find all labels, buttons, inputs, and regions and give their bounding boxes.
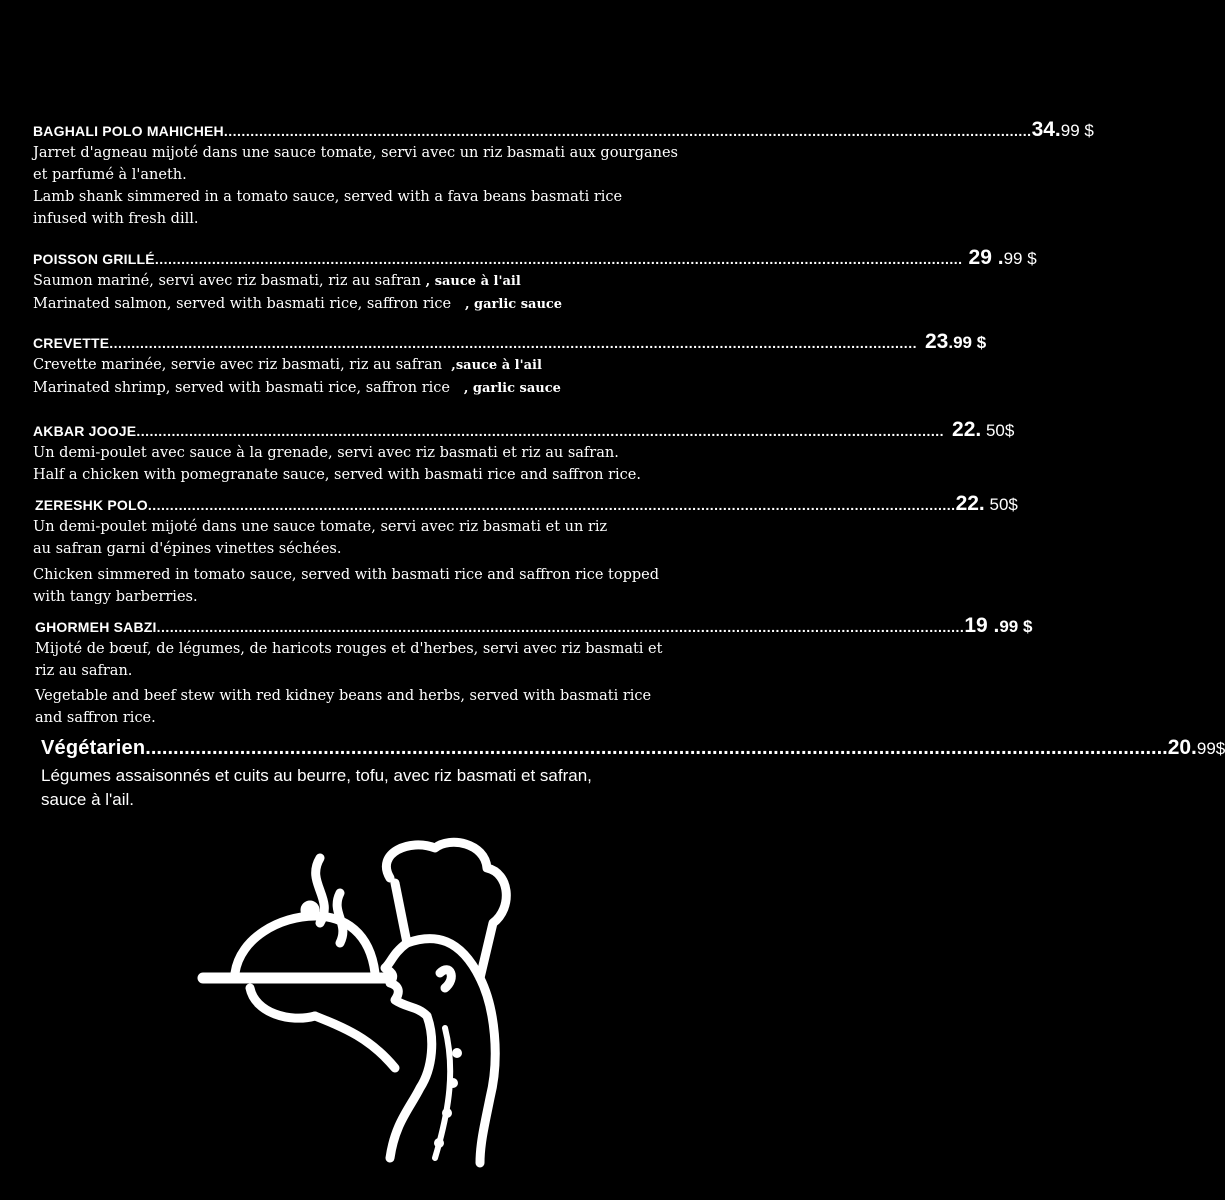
menu-item-description [33, 354, 703, 400]
dot-leader: ........................................................................................................................................................................................ [109, 335, 917, 351]
dot-leader: ........................................................................................................................................................................................ [147, 497, 956, 513]
desc-english-cont: and saffron rice. [35, 710, 156, 726]
menu-item-crevette [33, 330, 987, 400]
price-integer: 23 [924, 330, 949, 353]
desc-english: Marinated salmon, served with basmati rice, saffron rice [33, 296, 452, 312]
menu-item-name: AKBAR JOOJE [33, 423, 137, 439]
menu-item-zereshk-polo [33, 492, 1018, 608]
menu-item-title-row [35, 492, 1018, 516]
desc-french-line [33, 270, 703, 293]
desc-english-line [33, 377, 703, 400]
desc-french-extra: , sauce à l'ail [425, 274, 521, 289]
menu-item-description [41, 764, 696, 812]
desc-english-line [33, 293, 703, 316]
price-decimal: 99$ [1196, 739, 1225, 758]
desc-french: Jarret d'agneau mijoté dans une sauce tomate, servi avec un riz basmati aux gourganes [33, 145, 678, 161]
menu-item-ghormeh-sabzi [35, 614, 1033, 729]
menu-item-name: CREVETTE [33, 335, 110, 351]
menu-item-price [925, 330, 986, 354]
price-decimal: 50$ [984, 495, 1018, 514]
desc-french: Légumes assaisonnés et cuits au beurre, tofu, avec riz basmati et safran, [41, 766, 592, 785]
desc-english: Lamb shank simmered in a tomato sauce, served with a fava beans basmati rice [33, 189, 623, 205]
menu-item-price [1168, 736, 1225, 760]
dot-leader: ........................................................................................................................................................................................ [223, 123, 1032, 139]
desc-english-cont: infused with fresh dill. [33, 211, 199, 227]
price-integer: 34. [1031, 118, 1061, 141]
menu-item-description [35, 638, 705, 729]
desc-french: Saumon mariné, servi avec riz basmati, riz au safran [33, 273, 422, 289]
menu-item-price [964, 614, 1032, 638]
menu-item-title-row [33, 118, 1094, 142]
desc-french-line [33, 354, 703, 377]
desc-french: Mijoté de bœuf, de légumes, de haricots rouges et d'herbes, servi avec riz basmati et [35, 641, 663, 657]
desc-english: Chicken simmered in tomato sauce, served with basmati rice and saffron rice topped [33, 567, 660, 583]
desc-french-cont: sauce à l'ail. [41, 790, 135, 809]
price-integer: 22. [952, 418, 982, 441]
menu-item-price [956, 492, 1018, 516]
menu-item-vegetarien [41, 736, 1225, 812]
chef-holding-cloche-icon [195, 838, 515, 1172]
price-integer: 29 . [968, 246, 1004, 269]
dot-leader: ........................................................................................................................................................................................ [156, 619, 965, 635]
menu-item-price [1032, 118, 1094, 142]
desc-french-cont: et parfumé à l'aneth. [33, 167, 187, 183]
menu-item-name: ZERESHK POLO [35, 497, 148, 513]
price-decimal: .99 $ [948, 333, 987, 352]
menu-item-title-row [41, 736, 1225, 760]
desc-english-cont: with tangy barberries. [33, 589, 198, 605]
menu-item-title-row [35, 614, 1033, 638]
menu-item-baghali-polo [33, 118, 1094, 230]
menu-item-price [969, 246, 1037, 270]
price-integer: 20. [1167, 736, 1197, 759]
menu-item-title-row [33, 330, 987, 354]
menu-item-akbar-jooje [33, 418, 1015, 486]
menu-item-title-row [33, 418, 1015, 442]
menu-item-price [952, 418, 1014, 442]
desc-french-extra: ,sauce à l'ail [451, 358, 542, 373]
desc-english: Half a chicken with pomegranate sauce, served with basmati rice and saffron rice. [33, 467, 641, 483]
dot-leader: ........................................................................................................................................................................................ [145, 737, 1168, 759]
menu-item-description [33, 270, 703, 316]
desc-french-cont: au safran garni d'épines vinettes séchées. [33, 541, 342, 557]
menu-item-description [33, 442, 703, 486]
menu-item-name: Végétarien [41, 737, 146, 759]
price-decimal: 50$ [981, 421, 1015, 440]
price-decimal: 99 $ [1060, 121, 1094, 140]
desc-english: Marinated shrimp, served with basmati rice, saffron rice [33, 380, 450, 396]
menu-item-title-row [33, 246, 1037, 270]
price-decimal: 99 $ [999, 617, 1033, 636]
desc-french: Crevette marinée, servie avec riz basmati, riz au safran [33, 357, 443, 373]
menu-item-name: GHORMEH SABZI [35, 619, 157, 635]
desc-english-extra: , garlic sauce [463, 381, 561, 396]
desc-english-extra: , garlic sauce [464, 297, 563, 312]
menu-item-poisson-grille [33, 246, 1037, 316]
price-decimal: 99 $ [1003, 249, 1037, 268]
price-integer: 19 . [964, 614, 1000, 637]
dot-leader: ........................................................................................................................................................................................ [154, 251, 963, 267]
desc-french: Un demi-poulet avec sauce à la grenade, servi avec riz basmati et riz au safran. [33, 445, 619, 461]
desc-french-cont: riz au safran. [35, 663, 133, 679]
menu-item-name: POISSON GRILLÉ [33, 251, 155, 267]
menu-item-description [33, 142, 703, 230]
dot-leader: ........................................................................................................................................................................................ [136, 423, 945, 439]
menu-item-description [33, 516, 705, 608]
desc-english: Vegetable and beef stew with red kidney beans and herbs, served with basmati rice [35, 688, 652, 704]
menu-item-name: BAGHALI POLO MAHICHEH [33, 123, 224, 139]
desc-french: Un demi-poulet mijoté dans une sauce tomate, servi avec riz basmati et un riz [33, 519, 608, 535]
price-integer: 22. [955, 492, 985, 515]
